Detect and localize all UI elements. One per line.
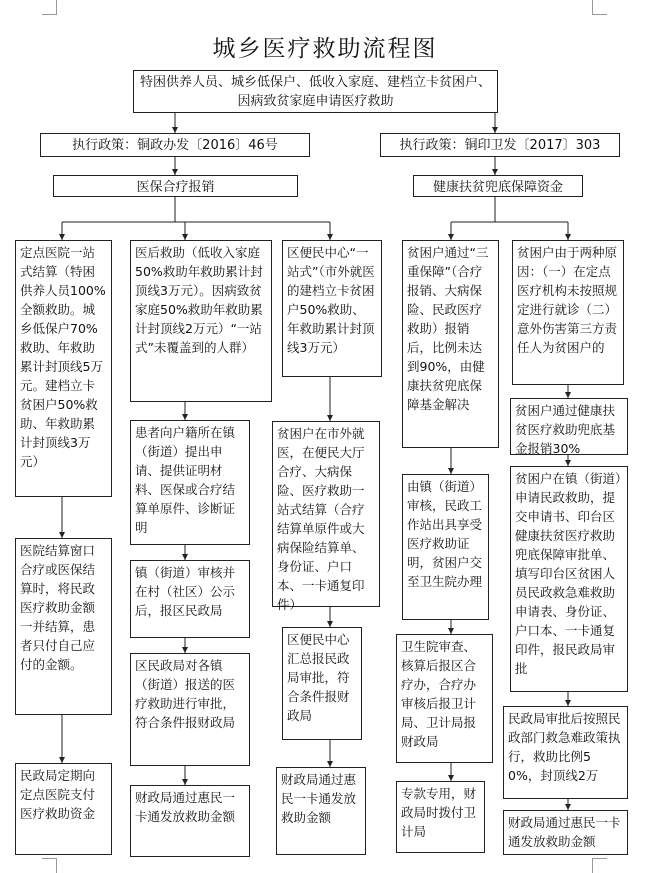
col2-step5-box: 财政局通过惠民一卡通发放救助金额	[130, 785, 250, 857]
col5-step5-box: 财政局通过惠民一卡通发放救助金额	[503, 810, 628, 855]
col5-step4-box: 民政局审批后按照民政部门救急难政策执行，救助比例50%，封顶线2万	[503, 706, 628, 799]
col3-step2-box: 贫困户在市外就医，在便民大厅合疗、大病保险、医疗救助一站式结算（合疗结算单原件或大病保险结算单、身份证、户口本、一卡通复印件）	[272, 421, 380, 607]
col4-step1-box: 贫困户通过“三重保障”（合疗报销、大病保险、民政医疗救助）报销后，比例未达到90%，由健康扶贫兜底保障基金解决	[402, 240, 499, 448]
page-title: 城乡医疗救助流程图	[212, 36, 438, 62]
col2-step1-box: 医后救助（低收入家庭50%救助年救助累计封顶线3万元）。因病致贫家庭50%救助年救助累计封顶线2万元）“一站式”未覆盖到的人群）	[130, 240, 272, 402]
applicant-box: 特困供养人员、城乡低保户、低收入家庭、建档立卡贫困户、因病致贫家庭申请医疗救助	[133, 70, 498, 113]
col1-step2-box: 医院结算窗口合疗或医保结算时，将民政医疗救助金额一并结算，患者只付自己应付的金额。	[15, 538, 112, 715]
branch-poverty-fund: 健康扶贫兜底保障资金	[413, 175, 583, 197]
col3-step4-box: 财政局通过惠民一卡通发放救助金额	[276, 767, 366, 855]
col3-step1-box: 区便民中心“一站式”（市外就医的建档立卡贫困户50%救助、年救助累计封顶线3万元）	[282, 240, 382, 377]
col2-step3-box: 镇（街道）审核并在村（社区）公示后，报区民政局	[130, 560, 250, 638]
col4-step4-box: 专款专用，财政局时拨付卫计局	[396, 781, 485, 853]
policy-left-box: 执行政策：铜政办发〔2016〕46号	[40, 133, 310, 157]
col2-step4-box: 区民政局对各镇（街道）报送的医疗救助进行审批，符合条件报财政局	[130, 653, 250, 766]
policy-right-box: 执行政策：铜印卫发〔2017〕303	[380, 133, 620, 157]
col5-step2-box: 贫困户通过健康扶贫医疗救助兜底基金报销30%	[510, 398, 628, 455]
col4-step2-box: 由镇（街道）审核，民政工作站出具享受医疗救助证明，贫困户交至卫生院办理	[402, 474, 489, 620]
col4-step3-box: 卫生院审查、核算后报区合疗办，合疗办审核后报卫计局、卫计局报财政局	[396, 634, 493, 763]
col5-step3-box: 贫困户在镇（街道）申请民政救助，提交申请书、印台区健康扶贫医疗救助兜底保障审批单、填写印台区贫困人员民政救急难救助申请表、身份证、户口本、一卡通复印件，报民政局审批	[510, 466, 628, 692]
col2-step2-box: 患者向户籍所在镇（街道）提出申请、提供证明材料、医保或合疗结算单原件、诊断证明	[130, 420, 250, 545]
branch-medical-insurance: 医保合疗报销	[53, 175, 298, 197]
col3-step3-box: 区便民中心汇总报民政局审批，符合条件报财政局	[282, 627, 362, 740]
col5-step1-box: 贫困户由于两种原因：（一）在定点医疗机构未按照规定进行就诊（二）意外伤害第三方责任人为贫困户的	[512, 240, 624, 385]
col1-step1-box: 定点医院一站式结算（特困供养人员100%全额救助。城乡低保户70%救助、年救助累计封顶线5万元。建档立卡贫困户50%救助、年救助累计封顶线3万元）	[15, 240, 112, 497]
col1-step3-box: 民政局定期向定点医院支付医疗救助资金	[15, 763, 112, 855]
